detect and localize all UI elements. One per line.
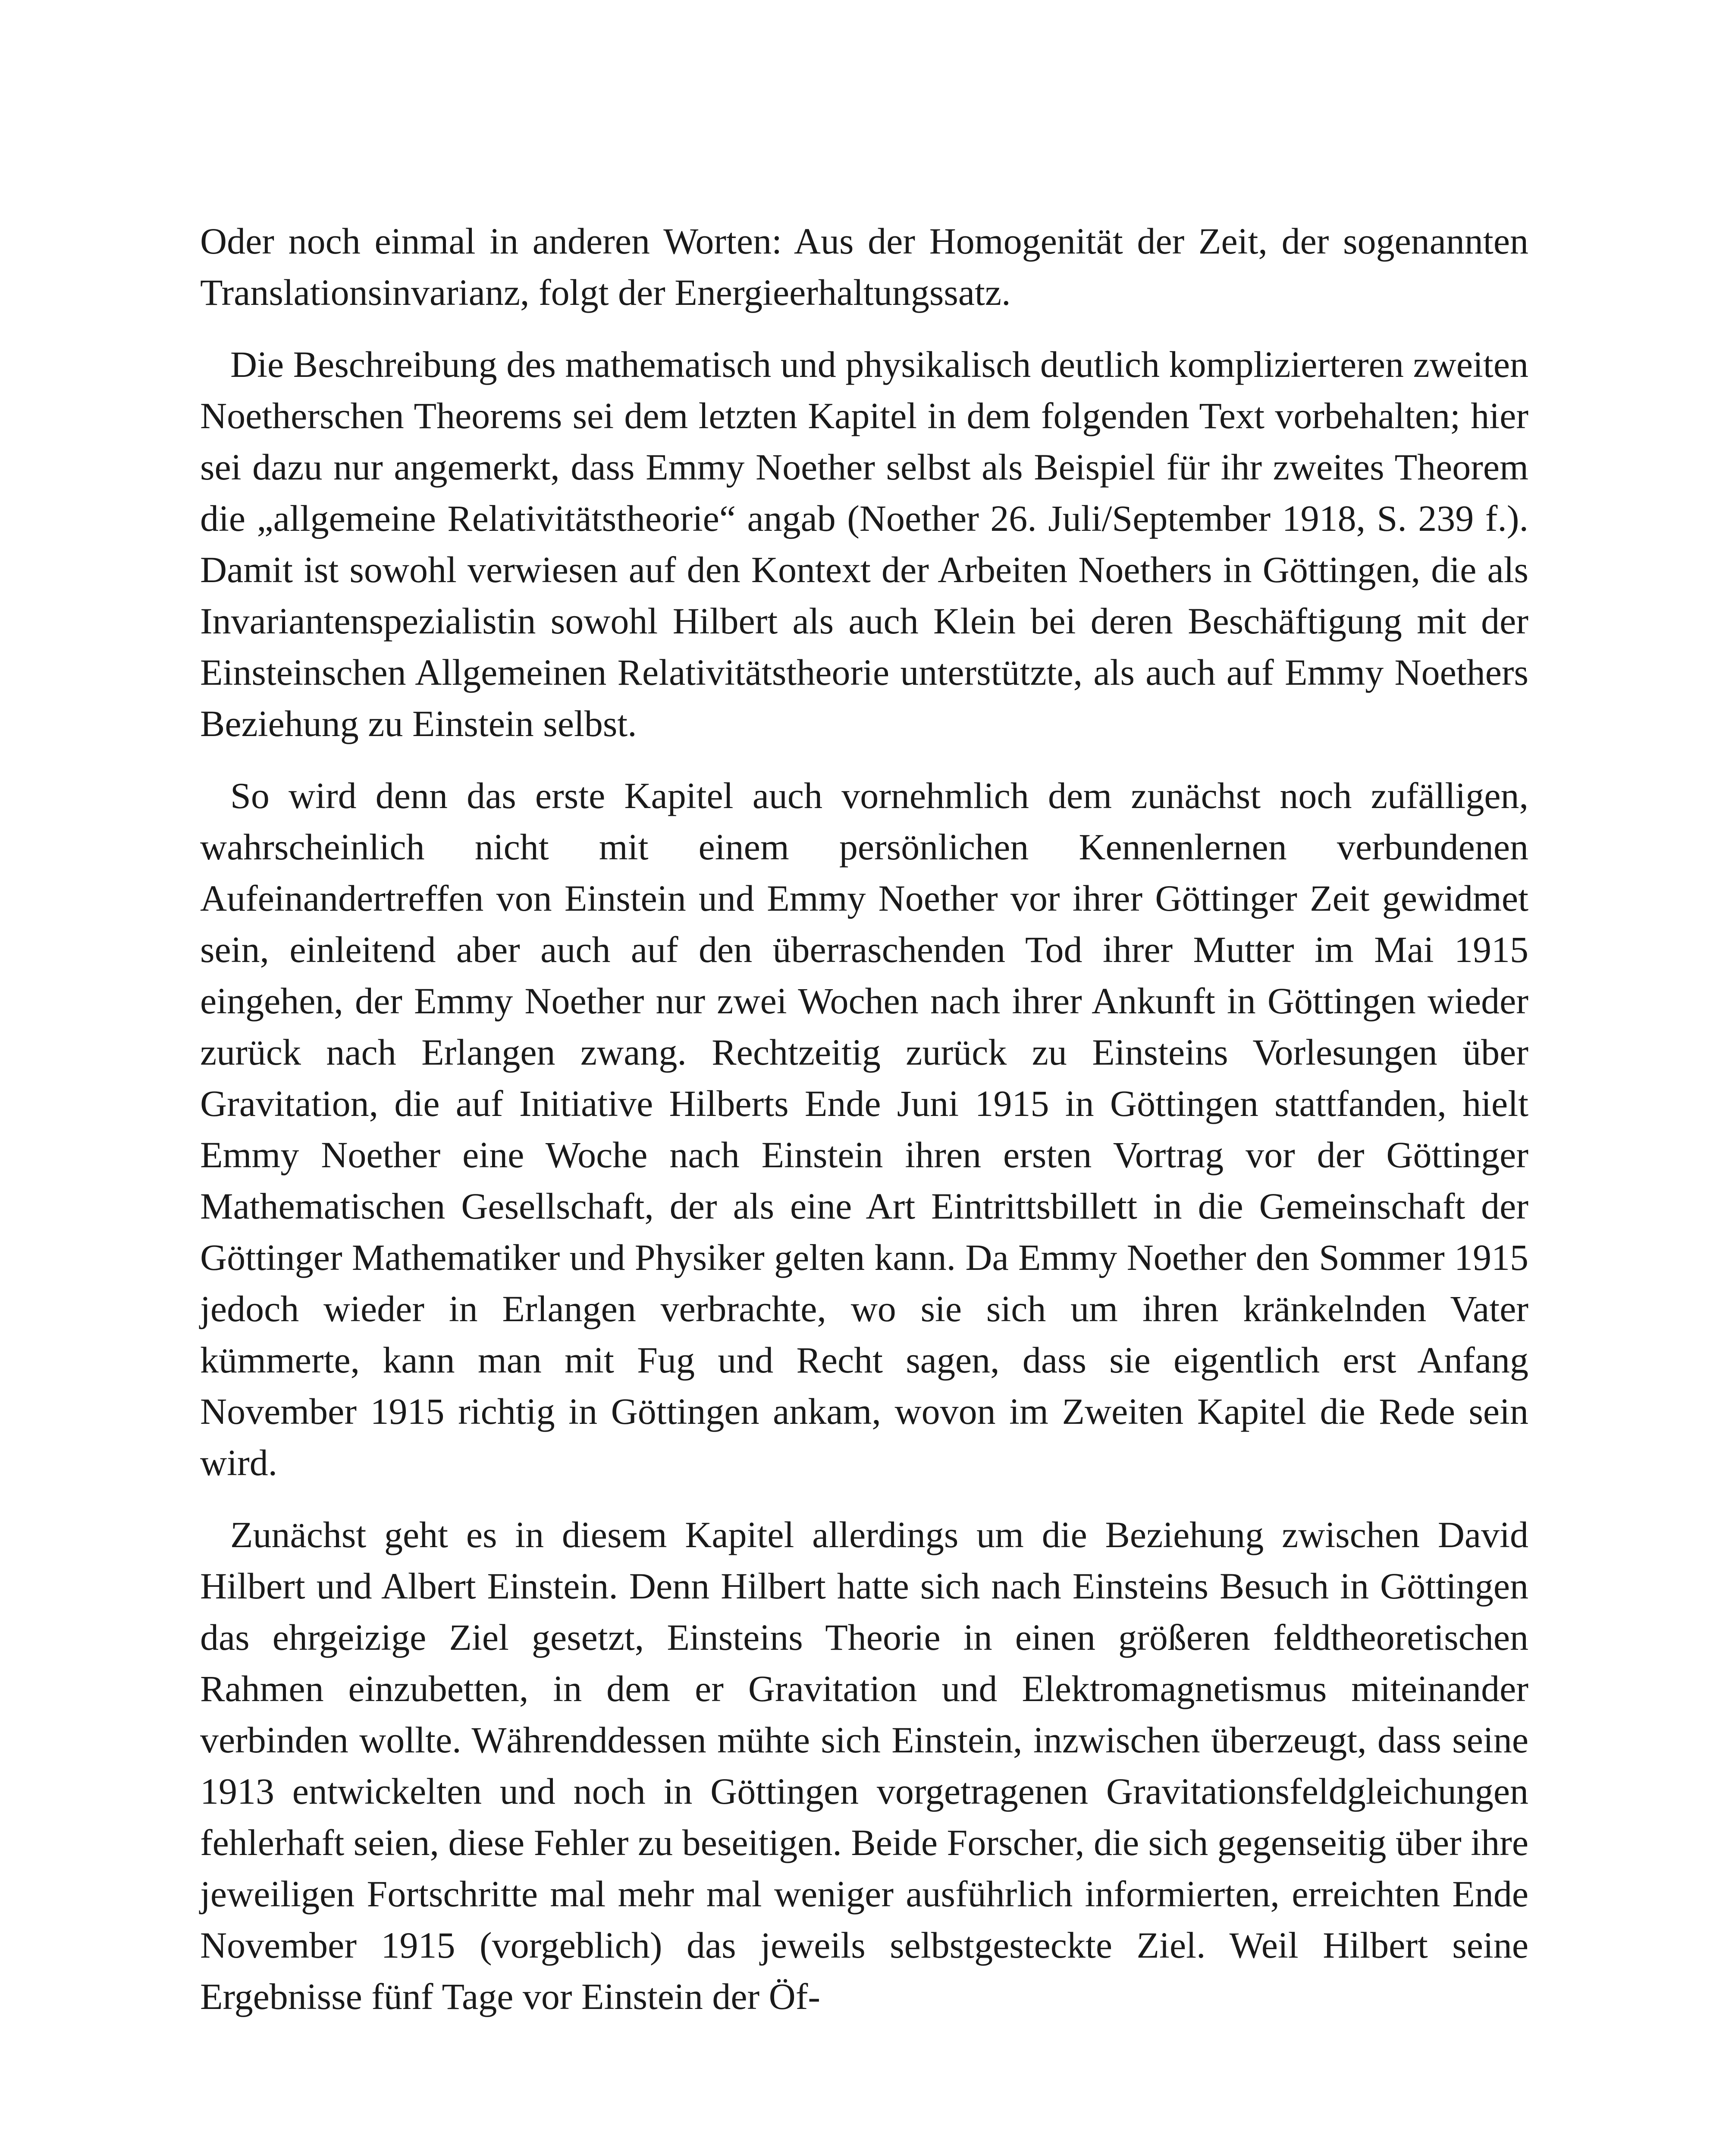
body-text bbox=[200, 216, 1528, 2043]
paragraph-1: Oder noch einmal in anderen Worten: Aus der Homogenität der Zeit, der sogenannten Translationsinvarianz, folgt der Energieerhaltungssatz. bbox=[200, 220, 1528, 313]
paragraph-2: Die Beschreibung des mathematisch und physikalisch deutlich komplizierteren zweiten Noetherschen Theorems sei dem letzten Kapitel in dem folgenden Text vorbehalten; hier sei dazu nur angemerkt, dass Emmy Noether selbst als Beispiel für ihr zweites Theorem die „allgemeine Relativitätstheorie“ angab (Noether 26. Juli/September 1918, S. 239 f.). Damit ist sowohl verwiesen auf den Kontext der Arbeiten Noethers in Göttingen, die als Invariantenspezialistin sowohl Hilbert als auch Klein bei deren Beschäftigung mit der Einsteinschen Allgemeinen Relativitätstheorie unterstützte, als auch auf Emmy Noethers Beziehung zu Einstein selbst. bbox=[200, 344, 1528, 744]
paragraph-4: Zunächst geht es in diesem Kapitel allerdings um die Beziehung zwischen David Hilbert und Albert Einstein. Denn Hilbert hatte sich nach Einsteins Besuch in Göttingen das ehrgeizige Ziel gesetzt, Einsteins Theorie in einen größeren feldtheoretischen Rahmen einzubetten, in dem er Gravitation und Elektromagnetismus miteinander verbinden wollte. Währenddessen mühte sich Einstein, inzwischen überzeugt, dass seine 1913 entwickelten und noch in Göttingen vorgetragenen Gravitationsfeldgleichungen fehlerhaft seien, diese Fehler zu beseitigen. Beide Forscher, die sich gegenseitig über ihre jeweiligen Fortschritte mal mehr mal weniger ausführlich informierten, erreichten Ende November 1915 (vorgeblich) das jeweils selbstgesteckte Ziel. Weil Hilbert seine Ergebnisse fünf Tage vor Einstein der Öf- bbox=[200, 1514, 1528, 2017]
paragraph-3: So wird denn das erste Kapitel auch vornehmlich dem zunächst noch zufälligen, wahrscheinlich nicht mit einem persönlichen Kennenlernen verbundenen Aufeinandertreffen von Einstein und Emmy Noether vor ihrer Göttinger Zeit gewidmet sein, einleitend aber auch auf den überraschenden Tod ihrer Mutter im Mai 1915 eingehen, der Emmy Noether nur zwei Wochen nach ihrer Ankunft in Göttingen wieder zurück nach Erlangen zwang. Rechtzeitig zurück zu Einsteins Vorlesungen über Gravitation, die auf Initiative Hilberts Ende Juni 1915 in Göttingen stattfanden, hielt Emmy Noether eine Woche nach Einstein ihren ersten Vortrag vor der Göttinger Mathematischen Gesellschaft, der als eine Art Eintrittsbillett in die Gemeinschaft der Göttinger Mathematiker und Physiker gelten kann. Da Emmy Noether den Sommer 1915 jedoch wieder in Erlangen verbrachte, wo sie sich um ihren kränkelnden Vater kümmerte, kann man mit Fug und Recht sagen, dass sie eigentlich erst Anfang November 1915 richtig in Göttingen ankam, wovon im Zweiten Kapitel die Rede sein wird. bbox=[200, 775, 1528, 1483]
